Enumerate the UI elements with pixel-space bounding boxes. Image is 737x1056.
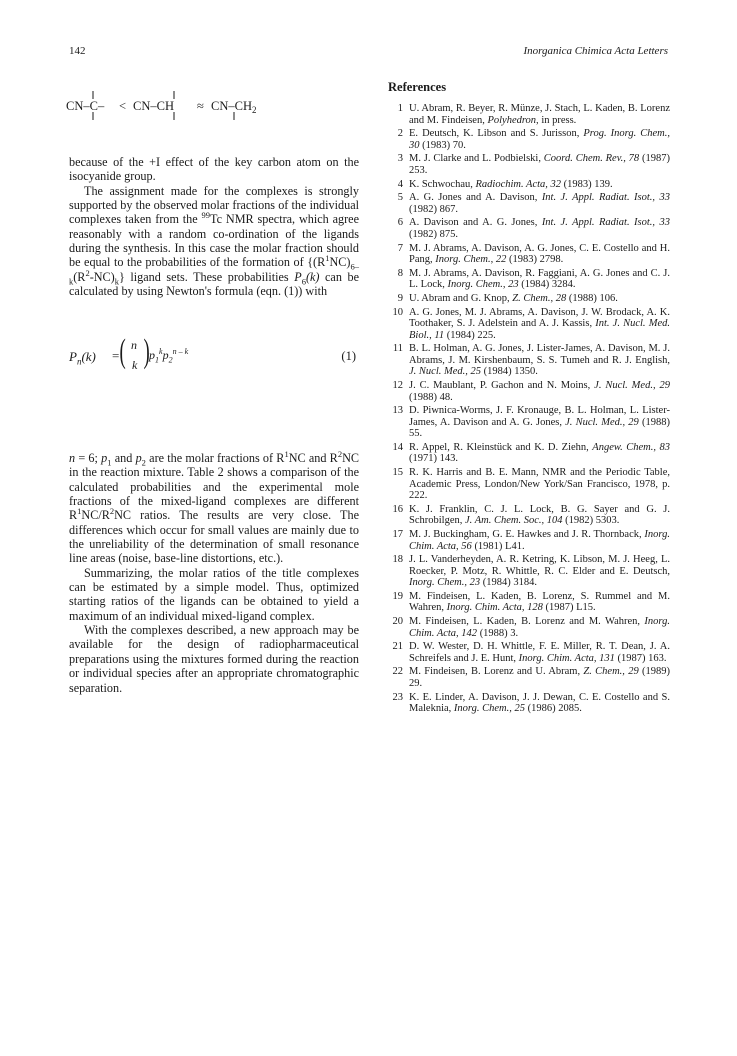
reference-number: 8 <box>397 267 403 279</box>
reference-item <box>388 641 670 664</box>
reference-journal: J. Am. Chem. Soc., 104 <box>465 515 563 527</box>
reference-journal: Polyhedron, <box>487 114 539 126</box>
reference-journal: J. Nucl. Med., 29 <box>565 416 639 428</box>
reference-item <box>388 666 670 689</box>
reference-authors: M. J. Abrams, A. Davison, R. Faggiani, A. G. Jones and C. J. L. Lock, <box>409 267 670 291</box>
reference-details: (1981) L41. <box>471 540 525 552</box>
reference-item <box>388 529 670 552</box>
paragraph-1: because of the +I effect of the key carbon atom on the isocyanide group. <box>69 155 359 184</box>
reference-item <box>388 343 670 378</box>
binomial-n: n <box>131 338 137 352</box>
reference-details: (1988) 106. <box>566 293 618 304</box>
reference-details: (1983) 70. <box>419 139 466 151</box>
reference-number: 13 <box>392 405 403 417</box>
reference-authors: D. Piwnica-Worms, J. F. Kronauge, B. L. Holman, L. Lister-James, A. Davison and A. G. Jones, <box>409 405 670 428</box>
reference-number: 20 <box>392 616 403 628</box>
reference-number: 3 <box>397 153 403 165</box>
text-block-lower <box>69 448 359 695</box>
reference-journal: Int. J. Appl. Radiat. Isot., 33 <box>541 217 670 229</box>
reference-item <box>388 128 670 151</box>
reference-item <box>388 307 670 342</box>
reference-journal: Prog. Inorg. Chem., 30 <box>409 128 670 151</box>
reference-authors: U. Abram, R. Beyer, R. Münze, J. Stach, L. Kaden, B. Lorenz and M. Findeisen, <box>409 103 670 126</box>
reference-journal: Inorg. Chem., 23 <box>409 577 481 589</box>
reference-item <box>388 692 670 715</box>
reference-journal: Inorg. Chim. Acta, 142 <box>409 616 670 639</box>
reference-item <box>388 504 670 527</box>
reference-item <box>388 192 670 215</box>
reference-number: 2 <box>397 128 403 140</box>
reference-item <box>388 616 670 639</box>
reference-authors: U. Abram and G. Knop, <box>409 293 513 304</box>
paragraph-5: With the complexes described, a new approach may be available for the design of radiopharmaceutical preparations using the mixtures formed during the reaction or individual species after an appropriate chromatographic separation. <box>69 623 359 695</box>
chem-approx: ≈ <box>197 99 204 113</box>
reference-details: (1971) 143. <box>409 453 458 465</box>
reference-journal: Inorg. Chim. Acta, 128 <box>446 602 543 614</box>
reference-journal: Inorg. Chem., 23 <box>447 279 519 291</box>
reference-number: 9 <box>397 293 403 304</box>
reference-authors: K. J. Franklin, C. J. L. Lock, B. G. Sayer and G. J. Schrobilgen, <box>409 503 670 527</box>
reference-details: (1984) 1350. <box>481 366 538 378</box>
reference-details: (1984) 3284. <box>518 279 576 291</box>
reference-number: 15 <box>392 467 403 479</box>
reference-authors: B. L. Holman, A. G. Jones, J. Lister-James, A. Davison, M. J. Abrams, J. M. Kirshenbaum, S. S. Tumeh and R. J. English, <box>409 343 670 366</box>
reference-details: in press. <box>538 114 577 126</box>
reference-number: 14 <box>392 441 403 453</box>
reference-journal: Int. J. Nucl. Med. Biol., 11 <box>409 318 670 341</box>
formula-lhs: $P_n(k)$ <box>69 349 96 367</box>
reference-authors: A. Davison and A. G. Jones, <box>409 217 542 229</box>
reference-journal: Z. Chem., 28 <box>512 293 567 304</box>
reference-number: 18 <box>392 554 403 566</box>
reference-authors: M. J. Buckingham, G. E. Hawkes and J. R. Thornback, <box>409 529 645 540</box>
reference-details: (1988) 55. <box>409 416 670 440</box>
reference-details: (1984) 225. <box>444 329 496 341</box>
reference-number: 5 <box>397 192 403 204</box>
references-list <box>388 103 670 717</box>
reference-authors: M. Findeisen, L. Kaden, B. Lorenz, S. Rummel and M. Wahren, <box>409 590 670 614</box>
reference-authors: M. Findeisen, L. Kaden, B. Lorenz and M. Wahren, <box>409 616 645 628</box>
reference-journal: Inorg. Chem., 22 <box>435 254 507 266</box>
chem-term-3: $CN-CH_2$ <box>211 99 257 115</box>
reference-authors: M. J. Abrams, A. Davison, A. G. Jones, C. E. Costello and H. Pang, <box>409 242 670 266</box>
reference-number: 21 <box>392 641 403 653</box>
reference-details: (1986) 2085. <box>524 703 582 715</box>
reference-item <box>388 217 670 240</box>
reference-number: 16 <box>392 503 403 515</box>
reference-item <box>388 103 670 126</box>
reference-authors: K. E. Linder, A. Davison, J. J. Dewan, C. E. Costello and S. Maleknia, <box>409 691 670 715</box>
reference-number: 19 <box>392 590 403 602</box>
reference-details: (1989) 29. <box>409 666 670 689</box>
reference-details: (1987) 253. <box>409 153 671 176</box>
reference-journal: Z. Chem., 29 <box>583 666 639 678</box>
chem-less-than: < <box>119 99 127 113</box>
paragraph-2: The assignment made for the complexes is strongly supported by the observed molar fractions of the individual complexes taken from the $^{99}$Tc NMR spectra, which agree reasonably with a random co-ordination of the ligands during the synthesis. In this case the molar fraction should be equal to the probabilities of the formation of $\{(R^1NC)_{6-k}(R^2-NC)_k\}$ ligand sets. These probabilities $P_6(k)$ can be calculated by using Newton's formula (eqn. (1)) with <box>69 183 359 299</box>
reference-details: (1983) 2798. <box>506 254 564 266</box>
reference-item <box>388 554 670 589</box>
reference-authors: J. C. Maublant, P. Gachon and N. Moins, <box>409 380 595 392</box>
binomial-right-paren: ) <box>143 333 150 370</box>
binomial-left-paren: ( <box>119 333 126 370</box>
reference-number: 1 <box>397 103 403 114</box>
chemical-equation-graphic <box>66 88 306 128</box>
reference-item <box>388 268 670 291</box>
reference-journal: Inorg. Chim. Acta, 131 <box>518 652 615 664</box>
reference-item <box>388 293 670 305</box>
reference-details: (1982) 875. <box>409 228 458 240</box>
reference-number: 7 <box>397 242 403 254</box>
reference-item <box>388 243 670 266</box>
reference-authors: R. Appel, R. Kleinstück and K. D. Ziehn, <box>409 441 593 453</box>
reference-item <box>388 179 670 191</box>
reference-journal: Coord. Chem. Rev., 78 <box>543 153 640 165</box>
reference-details: (1987) 163. <box>614 652 667 664</box>
reference-number: 10 <box>392 306 403 318</box>
reference-authors: A. G. Jones, M. J. Abrams, A. Davison, J. W. Brodack, A. K. Toothaker, S. J. Adelstein and A. J. Kassis, <box>409 306 670 330</box>
reference-details: (1987) L15. <box>542 602 596 614</box>
newton-formula <box>66 333 360 377</box>
reference-authors: M. Findeisen, B. Lorenz and U. Abram, <box>409 666 584 678</box>
reference-number: 23 <box>392 691 403 703</box>
reference-number: 4 <box>397 178 403 190</box>
equation-number: (1) <box>341 349 356 363</box>
chemical-equation <box>66 88 306 128</box>
reference-journal: Int. J. Appl. Radiat. Isot., 33 <box>541 192 670 204</box>
reference-authors: E. Deutsch, K. Libson and S. Jurisson, <box>409 128 584 140</box>
chem-term-2: CN–CH <box>133 99 174 113</box>
reference-number: 6 <box>397 217 403 229</box>
reference-journal: Radiochim. Acta, 32 <box>475 178 562 190</box>
reference-journal: J. Nucl. Med., 25 <box>409 366 482 378</box>
reference-journal: J. Nucl. Med., 29 <box>594 380 670 392</box>
paragraph-3: n = 6; $p_1$ and $p_2$ are the molar fractions of $R^1NC$ and $R^2NC$ in the reaction mixture. Table 2 shows a comparison of the calculated probabilities and the experimental mole fractions of the mixed-ligand complexes are different $R^1NC/R^2NC$ ratios. The results are very close. The differences which occur for small values are mainly due to the unreliability of the determination of small resonance line areas (noise, base-line distortions, etc.). <box>69 448 359 566</box>
chem-term-1: CN–C– <box>66 99 105 113</box>
paragraph-4: Summarizing, the molar ratios of the title complexes can be estimated by a simple model. Thus, optimized starting ratios of the ligands can be obtained to yield a maximum of an individual mixed-ligand complex. <box>69 565 359 623</box>
reference-authors: K. Schwochau, <box>409 178 476 190</box>
reference-details: (1982) 867. <box>409 203 458 215</box>
reference-journal: Inorg. Chem., 25 <box>453 703 525 715</box>
reference-details: (1988) 3. <box>477 627 519 639</box>
reference-details: (1982) 5303. <box>562 515 620 527</box>
reference-authors: A. G. Jones and A. Davison, <box>409 192 542 204</box>
reference-details: (1983) 139. <box>561 178 613 190</box>
page-number: 142 <box>69 45 86 57</box>
reference-item <box>388 442 670 465</box>
reference-number: 11 <box>392 343 403 355</box>
reference-number: 17 <box>392 529 403 540</box>
reference-number: 22 <box>392 666 403 678</box>
reference-item <box>388 467 670 502</box>
reference-item <box>388 153 670 176</box>
reference-details: (1984) 3184. <box>480 577 537 589</box>
reference-authors: J. L. Vanderheyden, A. R. Ketring, K. Libson, M. J. Heeg, L. Roecker, P. Motz, R. Whittle, R. C. Elder and E. Deutsch, <box>409 554 670 577</box>
binomial-k: k <box>132 358 138 372</box>
text-block-upper <box>69 155 359 298</box>
reference-authors: M. J. Clarke and L. Podbielski, <box>409 153 544 165</box>
formula-probabilities: $p_1^kp_2^{n - k}$ <box>149 347 189 365</box>
reference-journal: Angew. Chem., 83 <box>592 441 671 453</box>
reference-authors: D. W. Wester, D. H. Whittle, F. E. Miller, R. T. Dean, J. A. Schreifels and J. E. Hunt, <box>409 641 670 664</box>
reference-item <box>388 591 670 614</box>
journal-title: Inorganica Chimica Acta Letters <box>523 45 668 57</box>
references-heading: References <box>388 80 447 94</box>
reference-authors: R. K. Harris and B. E. Mann, NMR and the Periodic Table, Academic Press, London/New York/San Francisco, 1978, p. 222. <box>409 467 670 502</box>
reference-details: (1988) 48. <box>409 391 453 403</box>
reference-journal: Inorg. Chim. Acta, 56 <box>409 529 670 552</box>
reference-item <box>388 380 670 403</box>
reference-item <box>388 405 670 440</box>
formula-equals: = <box>112 348 120 363</box>
reference-number: 12 <box>392 380 403 392</box>
